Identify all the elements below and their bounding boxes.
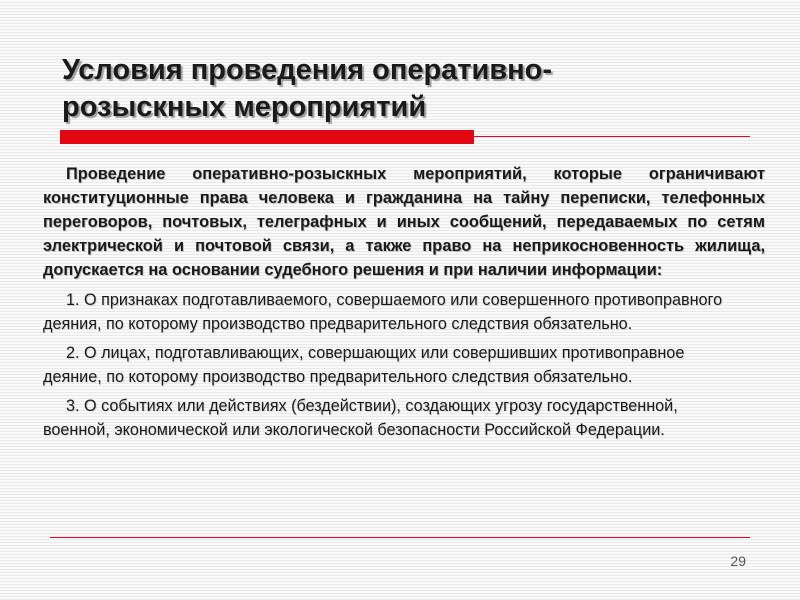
intro-paragraph: Проведение оперативно-розыскных мероприятий, которые ограничивают конституционные права человека и гражданина на тайну переписки, телефонных переговоров, почтовых, телеграфных и иных сообщений, передаваемых по сетям электрической и почтовой связи, а также право на неприкосновенность жилища, допускается на основании судебного решения и при наличии информации: xyxy=(43,165,765,279)
list-item: 1. О признаках подготавливаемого, совершаемого или совершенного противоправного деяния, по которому производство предварительного следствия обязательно. xyxy=(43,291,723,333)
list-item: 3. О событиях или действиях (бездействии), создающих угрозу государственной, военной, экономической или экологической безопасности Российской Федерации. xyxy=(43,397,678,439)
page-number: 29 xyxy=(730,553,746,569)
slide-title-line-1: Условия проведения оперативно- xyxy=(62,54,553,86)
footer-divider-line xyxy=(50,537,750,538)
conditions-list xyxy=(43,288,765,442)
list-item: 2. О лицах, подготавливающих, совершающих или совершивших противоправное деяние, по которому производство предварительного следствия обязательно. xyxy=(43,344,685,386)
slide-title xyxy=(62,52,742,126)
title-accent-bar xyxy=(60,130,474,144)
slide-title-line-2: розыскных мероприятий xyxy=(62,91,427,123)
title-divider-line xyxy=(474,136,750,137)
slide-body xyxy=(43,162,765,447)
